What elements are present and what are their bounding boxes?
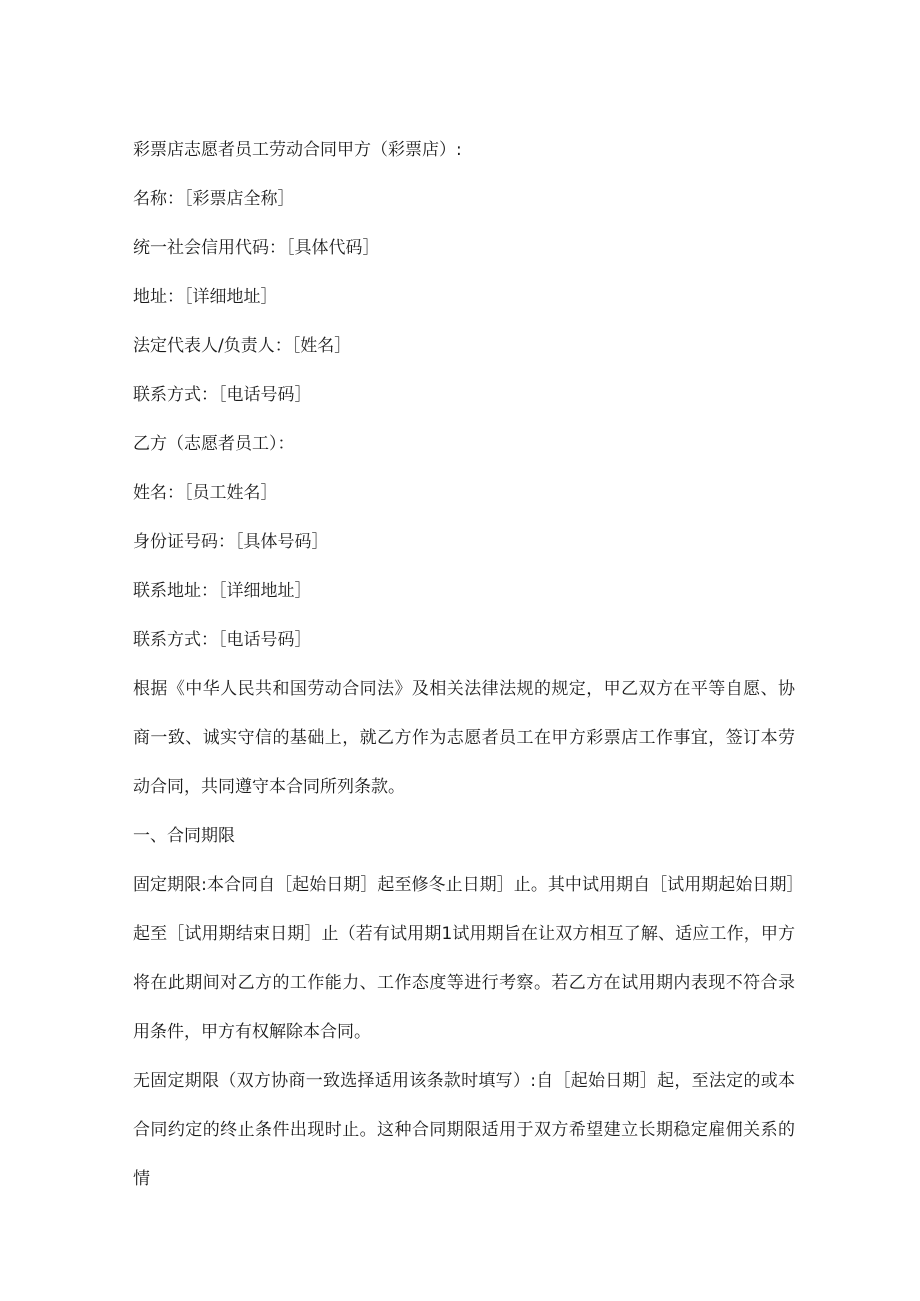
party-a-legal-rep: 法定代表人/负责人：［姓名］ [133,336,352,356]
party-b-contact: 联系方式：［电话号码］ [133,630,312,650]
preamble-paragraph: 根据《中华人民共和国劳动合同法》及相关法律法规的规定，甲乙双方在平等自愿、协商一致、诚实守信的基础上，就乙方作为志愿者员工在甲方彩票店工作事宜，签订本劳动合同，共同遵守本合同所列条款。 [133,679,795,797]
contract-body [133,126,795,1189]
party-a-contact: 联系方式：［电话号码］ [133,385,312,405]
party-b-id-number: 身份证号码：［具体号码］ [133,532,329,552]
party-b-name: 姓名：［员工姓名］ [133,483,278,503]
party-b-heading: 乙方（志愿者员工）： [133,434,295,454]
open-term-paragraph: 无固定期限（双方协商一致选择适用该条款时填写）:自［起始日期］起，至法定的或本合同约定的终止条件出现时止。这种合同期限适用于双方希望建立长期稳定雇佣关系的情 [133,1071,795,1189]
party-b-address: 联系地址：［详细地址］ [133,581,312,601]
party-a-address: 地址：［详细地址］ [133,287,278,307]
contract-title-line: 彩票店志愿者员工劳动合同甲方（彩票店）: [133,140,462,160]
party-a-name: 名称：［彩票店全称］ [133,189,295,209]
fixed-term-paragraph: 固定期限:本合同自［起始日期］起至修冬止日期］止。其中试用期自［试用期起始日期］起至［试用期结束日期］止（若有试用期1试用期旨在让双方相互了解、适应工作，甲方将在此期间对乙方的工作能力、工作态度等进行考察。若乙方在试用期内表现不符合录用条件，甲方有权解除本合同。 [133,875,795,1042]
section-1-heading: 一、合同期限 [133,826,235,846]
party-a-credit-code: 统一社会信用代码：［具体代码］ [133,238,380,258]
